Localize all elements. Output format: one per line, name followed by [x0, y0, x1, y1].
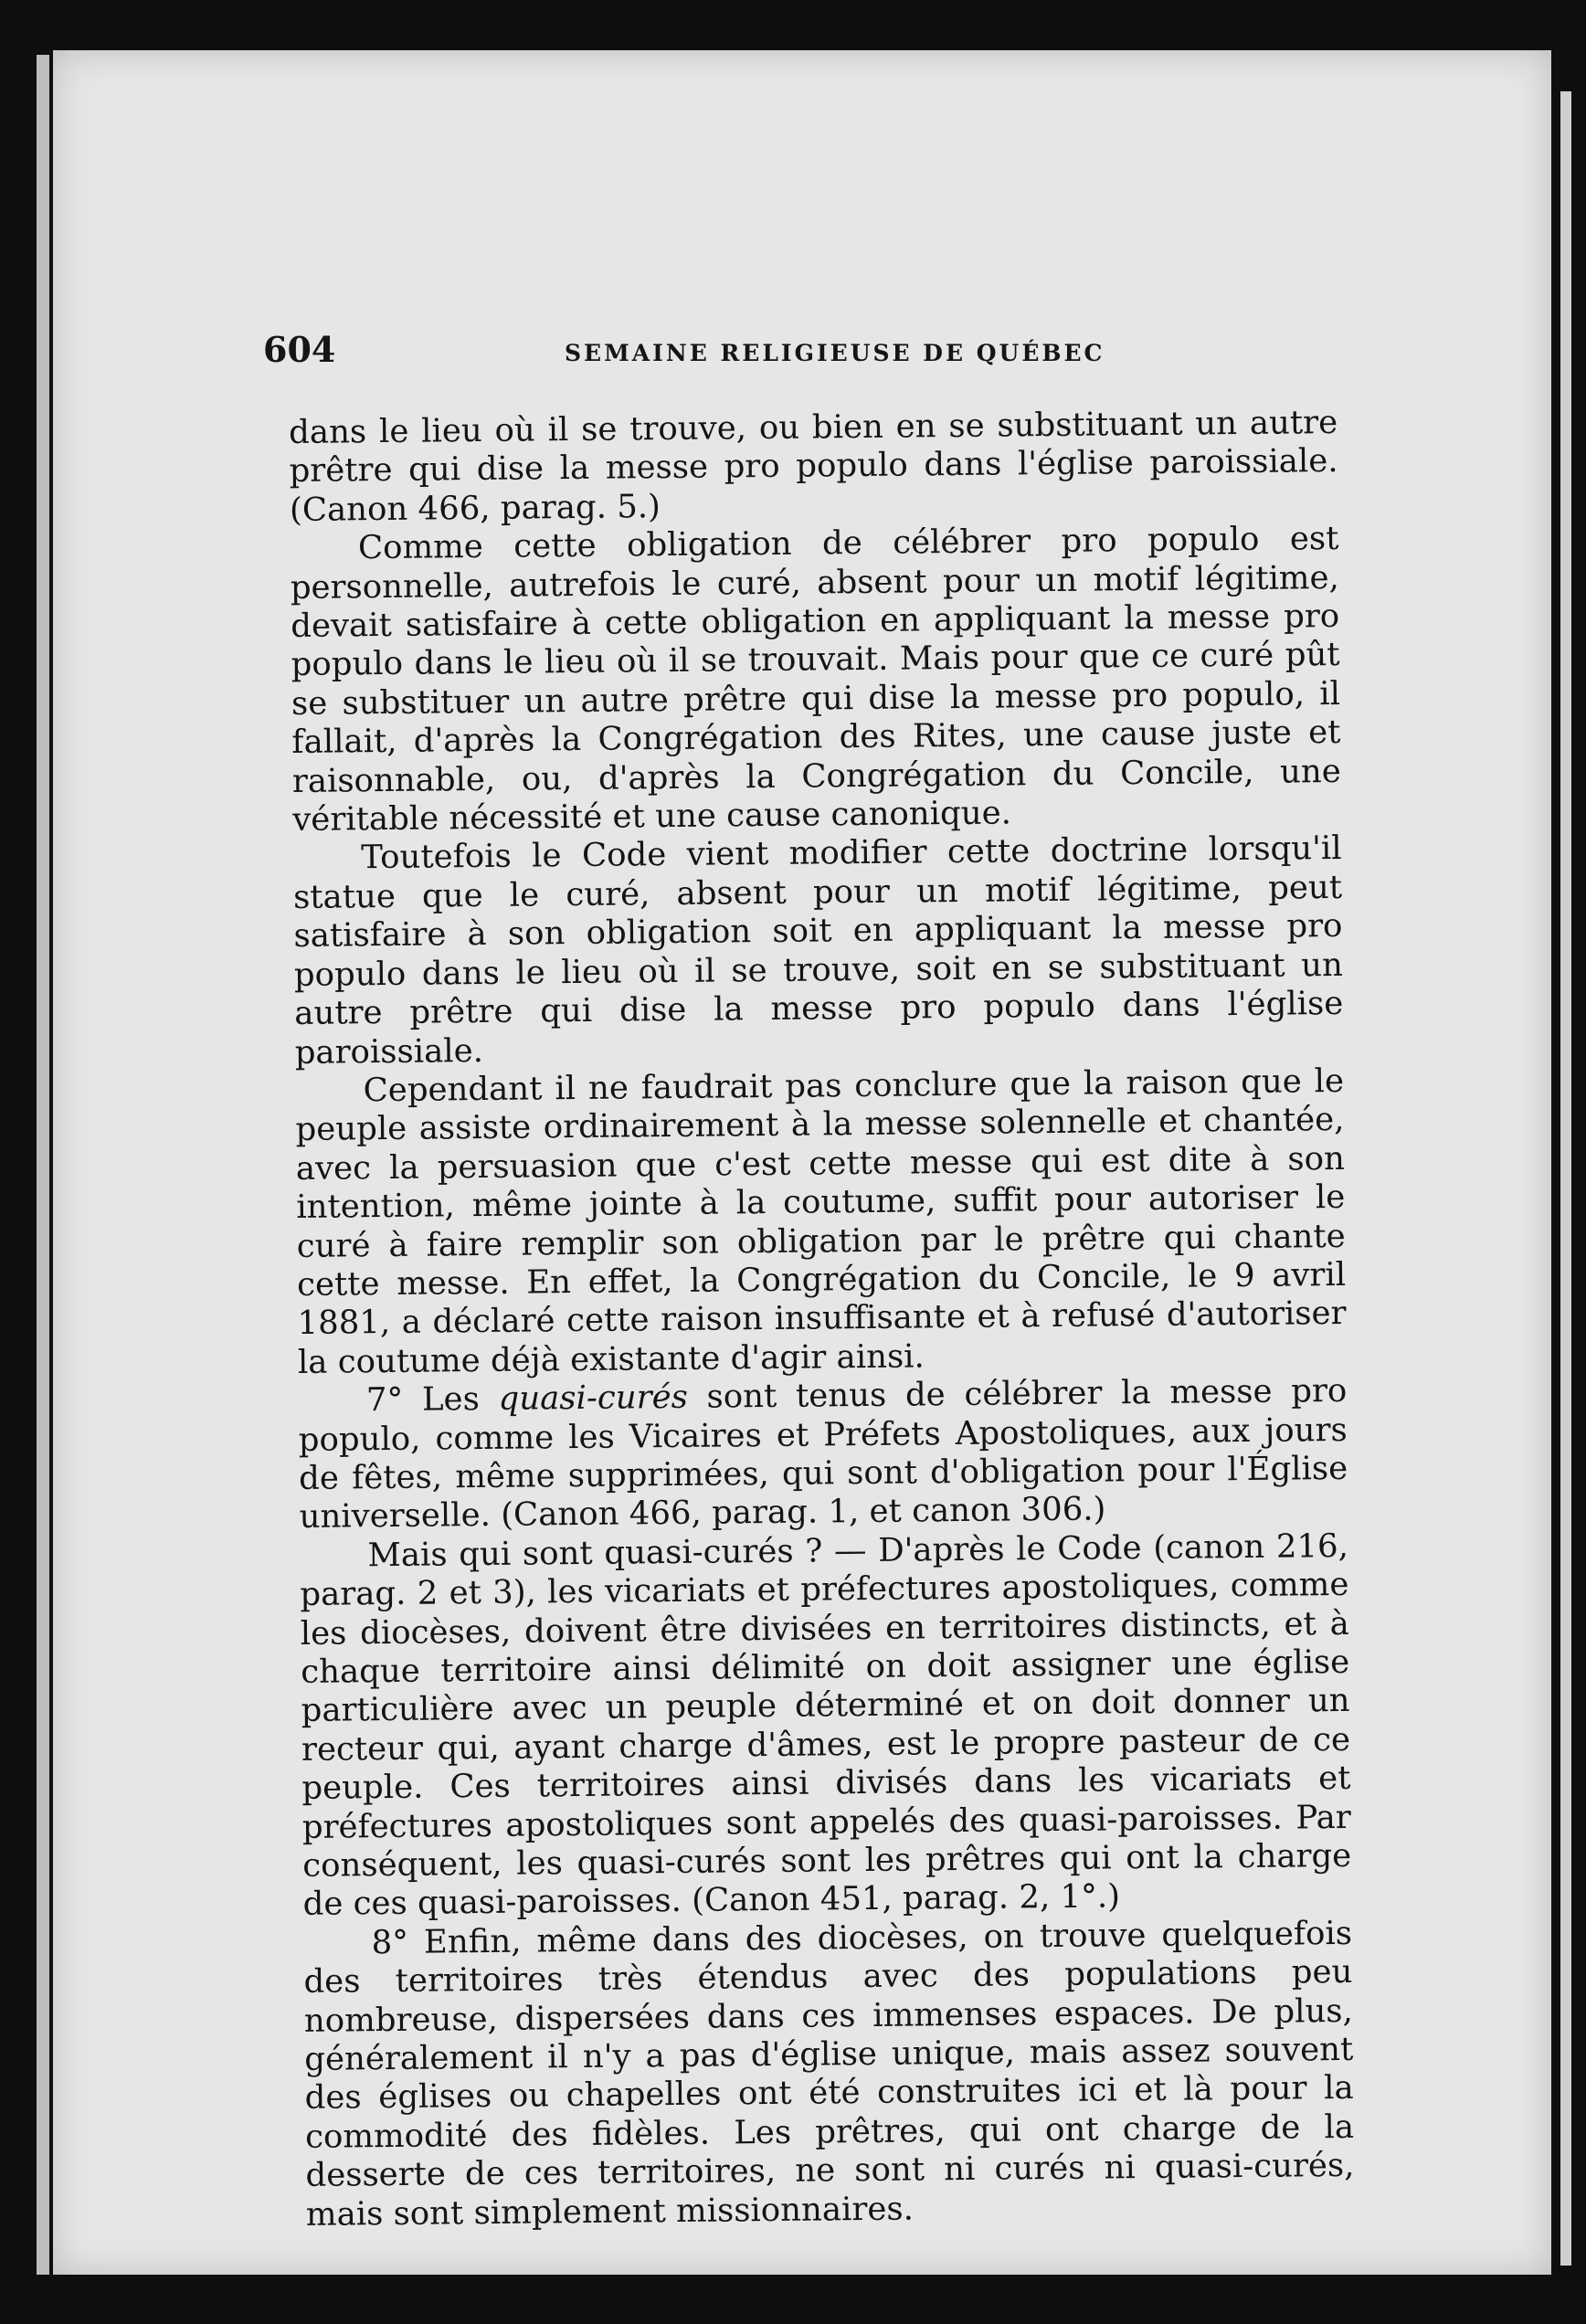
paragraph-1: dans le lieu où il se trouve, ou bien en se substituant un autre prêtre qui dise la messe pro populo dans l'église paroissiale. (Canon 466, parag. 5.): [289, 403, 1338, 529]
paragraph-5-lead: 7° Les: [365, 1380, 499, 1420]
running-title: SEMAINE RELIGIEUSE DE QUÉBEC: [565, 340, 1105, 366]
paragraph-5-rest: sont tenus de célébrer la messe pro populo, comme les Vicaires et Préfets Apostoliques, aux jours de fêtes, même supprimées, qui sont d'obligation pour l'Église universelle. (Canon 466, parag. 1, et canon 306.): [298, 1372, 1348, 1537]
paragraph-3: Toutefois le Code vient modifier cette doctrine lorsqu'il statue que le curé, absent pour un motif légitime, peut satisfaire à son obligation soit en appliquant la messe pro populo dans le lieu où il se trouve, soit en se substituant un autre prêtre qui dise la messe pro populo dans l'église paroissiale.: [292, 829, 1344, 1072]
page-edge-left: [37, 55, 49, 2275]
page-number: 604: [263, 329, 336, 370]
paragraph-4: Cependant il ne faudrait pas conclure que la raison que le peuple assiste ordinairement à la messe solennelle et chantée, avec la persuasion que c'est cette messe qui est dite à son intention, même jointe à la coutume, suffit pour autoriser le curé à faire remplir son obligation par le prêtre qui chante cette messe. En effet, la Congrégation du Concile, le 9 avril 1881, a déclaré cette raison insuffisante et à refusé d'autoriser la coutume déjà existante d'agir ainsi.: [295, 1062, 1347, 1381]
body-text: [289, 404, 1355, 2234]
page-edge-right: [1560, 91, 1571, 2266]
paragraph-7: 8° Enfin, même dans des diocèses, on trouve quelquefois des territoires très étendus avec des populations peu nombreuse, dispersées dans ces immenses espaces. De plus, généralement il n'y a pas d'église unique, mais assez souvent des églises ou chapelles ont été construites ici et là pour la commodité des fidèles. Les prêtres, qui ont charge de la desserte de ces territoires, ne sont ni curés ni quasi-curés, mais sont simplement missionnaires.: [303, 1914, 1355, 2234]
page-header: [263, 329, 1359, 384]
paragraph-5-italic: quasi-curés: [498, 1379, 689, 1419]
document-page: [53, 50, 1551, 2275]
paragraph-2: Comme cette obligation de célébrer pro populo est personnelle, autrefois le curé, absent pour un motif légitime, devait satisfaire à cette obligation en appliquant la messe pro populo dans le lieu où il se trouvait. Mais pour que ce curé pût se substituer un autre prêtre qui dise la messe pro populo, il fallait, d'après la Congrégation des Rites, une cause juste et raisonnable, ou, d'après la Congrégation du Concile, une véritable nécessité et une cause canonique.: [290, 520, 1342, 840]
paragraph-5: [298, 1372, 1348, 1537]
paragraph-6: Mais qui sont quasi-curés ? — D'après le Code (canon 216, parag. 2 et 3), les vicariats et préfectures apostoliques, comme les diocèses, doivent être divisées en territoires distincts, et à chaque territoire ainsi délimité on doit assigner une église particulière avec un peuple déterminé et on doit donner un recteur qui, ayant charge d'âmes, est le propre pasteur de ce peuple. Ces territoires ainsi divisés dans les vicariats et préfectures apostoliques sont appelés des quasi-paroisses. Par conséquent, les quasi-curés sont les prêtres qui ont la charge de ces quasi-paroisses. (Canon 451, parag. 2, 1°.): [300, 1526, 1352, 1924]
